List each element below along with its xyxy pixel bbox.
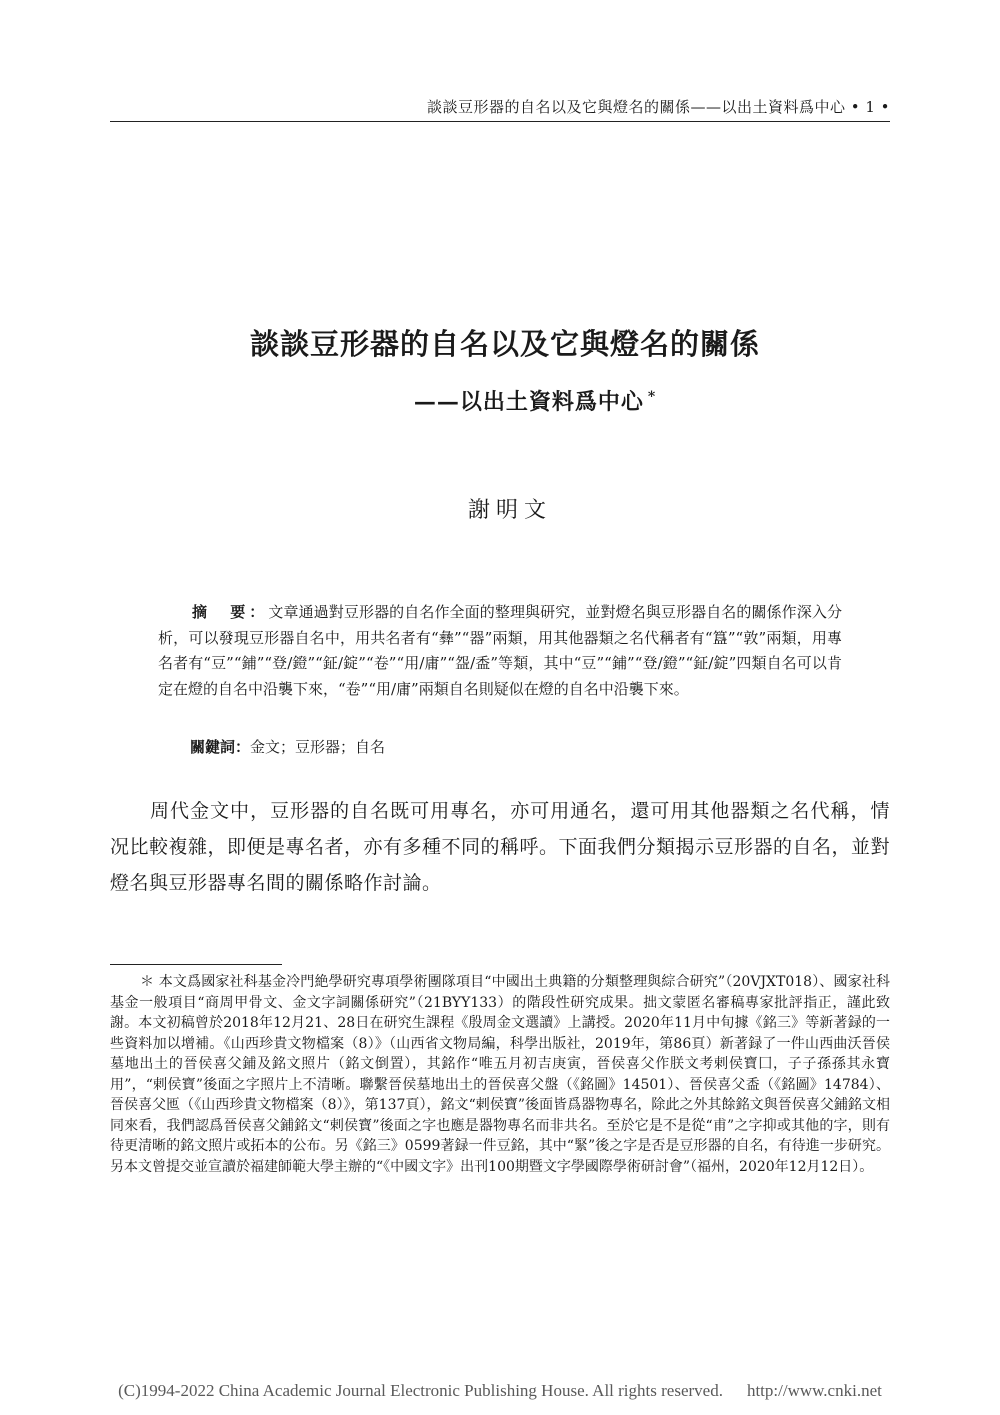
article-subtitle [0,385,1000,416]
abstract-label: 摘 要： [192,603,269,621]
footnote-marker[interactable]: * [647,388,657,405]
keywords-label: 關鍵詞： [190,738,251,756]
cnki-link[interactable]: http://www.cnki.net [746,1381,882,1400]
copyright-text: (C)1994-2022 China Academic Journal Electronic Publishing House. All rights reserved. [118,1381,723,1400]
article-title: 談談豆形器的自名以及它與燈名的關係 [249,327,760,361]
abstract-text: 文章通過對豆形器的自名作全面的整理與研究，並對燈名與豆形器自名的關係作深入分析，可以發現豆形器自名中，用共名者有“彝”“器”兩類，用其他器類之名代稱者有“簋”“敦”兩類，用專名者有“豆”“鋪”“登/鐙”“鉦/錠”“卷”“用/庸”“盌/盉”等類，其中“豆”“鋪”“登/鐙”“鉦/錠”四類自名可以肯定在燈的自名中沿襲下來，“卷”“用/庸”兩類自名則疑似在燈的自名中沿襲下來。 [158,603,842,698]
abstract [158,600,842,702]
author-name: 謝明文 [467,498,552,523]
footnote-divider [110,964,282,965]
footnote: ＊ 本文爲國家社科基金冷門絶學研究專項學術團隊項目“中國出土典籍的分類整理與綜合研究”（20VJXT018）、國家社科基金一般項目“商周甲骨文、金文字詞關係研究”（21BYY133）的階段性研究成果。拙文蒙匿名審稿專家批評指正，謹此致謝。本文初稿曾於2018年12月21、28日在研究生課程《殷周金文選讀》上講授。2020年11月中旬據《銘三》等新著録的一些資料加以增補。《山西珍貴文物檔案（8）》（山西省文物局編，科學出版社，2019年，第86頁）新著録了一件山西曲沃晉侯墓地出土的晉侯喜父鋪及銘文照片（銘文倒置），其銘作“唯五月初吉庚寅，晉侯喜父作朕文考剌侯寶囗，子子孫孫其永寶用”，“剌侯寶”後面之字照片上不清晰。聯繫晉侯墓地出土的晉侯喜父盤（《銘圖》14501）、晉侯喜父盉（《銘圖》14784）、晉侯喜父匜（《山西珍貴文物檔案（8）》，第137頁），銘文“剌侯寶”後面皆爲器物專名，除此之外其餘銘文與晉侯喜父鋪銘文相同來看，我們認爲晉侯喜父鋪銘文“剌侯寶”後面之字也應是器物專名而非共名。至於它是不是從“甫”之字抑或其他的字，則有待更清晰的銘文照片或拓本的公布。另《銘三》0599著録一件豆銘，其中“緊”後之字是否是豆形器的自名，有待進一步研究。另本文曾提交並宣讀於福建師範大學主辦的“《中國文字》出刊100期暨文字學國際學術研討會”（福州，2020年12月12日）。 [110,974,890,1175]
body-paragraph: 周代金文中，豆形器的自名既可用專名，亦可用通名，還可用其他器類之名代稱，情况比較複雜，即便是專名者，亦有多種不同的稱呼。下面我們分類揭示豆形器的自名，並對燈名與豆形器專名間的關係略作討論。 [110,800,891,894]
running-header: 談談豆形器的自名以及它與燈名的關係——以出土資料爲中心 • 1 • [426,98,890,116]
keywords-text: 金文；豆形器；自名 [250,738,386,756]
subtitle-text: ——以出土資料爲中心 [413,389,644,415]
header-divider [110,121,890,122]
abstract-paragraph [158,600,842,702]
keywords [190,735,842,760]
copyright-footer [0,1381,1000,1401]
